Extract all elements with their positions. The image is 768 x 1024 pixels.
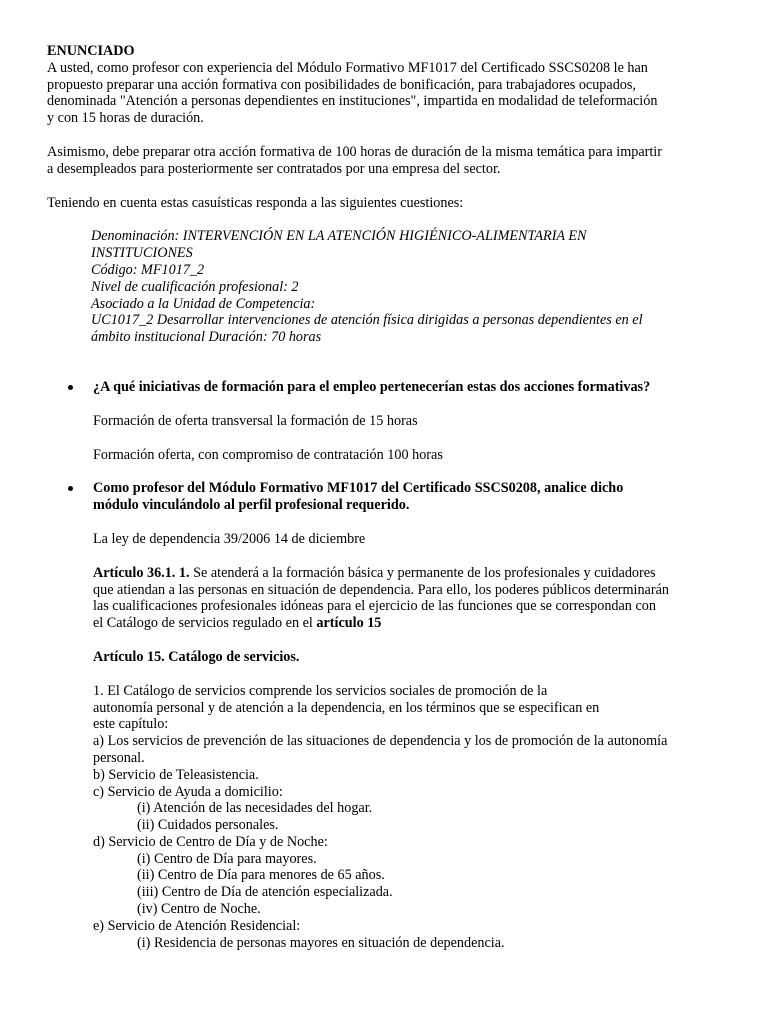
catalog-line: d) Servicio de Centro de Día y de Noche: bbox=[93, 833, 328, 850]
intro-line: propuesto preparar una acción formativa con posibilidades de bonificación, para trabajadores ocupados, bbox=[47, 76, 636, 93]
answer-2: Formación oferta, con compromiso de contratación 100 horas bbox=[93, 446, 443, 463]
catalog-line: b) Servicio de Teleasistencia. bbox=[93, 766, 259, 783]
article-15-ref: artículo 15 bbox=[316, 615, 382, 632]
law-reference: La ley de dependencia 39/2006 14 de diciembre bbox=[93, 530, 366, 547]
catalog-subitem: (i) Residencia de personas mayores en situación de dependencia. bbox=[137, 934, 505, 951]
question-list bbox=[47, 480, 747, 514]
catalog-line: e) Servicio de Atención Residencial: bbox=[93, 917, 301, 934]
spec-line: Nivel de cualificación profesional: 2 bbox=[91, 278, 299, 295]
question-list bbox=[47, 379, 747, 396]
heading: ENUNCIADO bbox=[47, 43, 135, 59]
article-15-title: Artículo 15. Catálogo de servicios. bbox=[93, 648, 300, 665]
question-2-text: Como profesor del Módulo Formativo MF1017 del Certificado SSCS0208, analice dicho bbox=[93, 480, 624, 497]
catalog-line: autonomía personal y de atención a la dependencia, en los términos que se especifican en bbox=[93, 699, 600, 716]
catalog-subitem: (i) Centro de Día para mayores. bbox=[137, 850, 317, 867]
question-1 bbox=[47, 379, 747, 396]
intro-line: denominada "Atención a personas dependientes en instituciones", impartida en modalidad de teleformación bbox=[47, 93, 658, 110]
spec-line: UC1017_2 Desarrollar intervenciones de atención física dirigidas a personas dependientes en el bbox=[91, 312, 643, 329]
catalog-d-items bbox=[47, 851, 747, 918]
catalog-line: a) Los servicios de prevención de las situaciones de dependencia y los de promoción de la autonomía bbox=[93, 733, 668, 750]
services-catalog bbox=[93, 683, 747, 801]
catalog-line: personal. bbox=[93, 749, 145, 766]
catalog-e-items bbox=[47, 935, 747, 952]
bullet-icon bbox=[68, 486, 73, 491]
catalog-subitem: (iii) Centro de Día de atención especializada. bbox=[137, 884, 393, 901]
second-line: a desempleados para posteriormente ser contratados por una empresa del sector. bbox=[47, 160, 501, 177]
spec-line: Denominación: INTERVENCIÓN EN LA ATENCIÓN HIGIÉNICO-ALIMENTARIA EN bbox=[91, 228, 587, 245]
catalog-line: c) Servicio de Ayuda a domicilio: bbox=[93, 783, 283, 800]
article-36-text: el Catálogo de servicios regulado en el bbox=[93, 615, 317, 632]
catalog-subitem: (iv) Centro de Noche. bbox=[137, 901, 261, 918]
catalog-line: este capítulo: bbox=[93, 716, 169, 733]
catalog-subitem: (ii) Centro de Día para menores de 65 años. bbox=[137, 867, 385, 884]
article-36-text: que atiendan a las personas en situación de dependencia. Para ello, los poderes públicos determinarán bbox=[93, 581, 669, 598]
catalog-subitem: (i) Atención de las necesidades del hogar. bbox=[137, 800, 373, 817]
spec-line: Código: MF1017_2 bbox=[91, 261, 205, 278]
question-2-text: módulo vinculándolo al perfil profesional requerido. bbox=[93, 497, 410, 514]
second-line: Asimismo, debe preparar otra acción formativa de 100 horas de duración de la misma temática para impartir bbox=[47, 143, 662, 160]
intro-line: y con 15 horas de duración. bbox=[47, 110, 204, 127]
catalog-c-items bbox=[47, 800, 747, 834]
third-line: Teniendo en cuenta estas casuísticas responda a las siguientes cuestiones: bbox=[47, 194, 464, 211]
question-1-text: ¿A qué iniciativas de formación para el empleo pertenecerían estas dos acciones formativas? bbox=[93, 378, 651, 395]
article-36-text: las cualificaciones profesionales idóneas para el ejercicio de las funciones que se correspondan con bbox=[93, 598, 656, 615]
article-36-label: Artículo 36.1. 1. bbox=[93, 564, 190, 581]
document-page bbox=[47, 43, 747, 951]
spec-line: ámbito institucional Duración: 70 horas bbox=[91, 329, 322, 346]
bullet-icon bbox=[68, 385, 73, 390]
spec-line: INSTITUCIONES bbox=[91, 245, 193, 262]
catalog-subitem: (ii) Cuidados personales. bbox=[137, 817, 279, 834]
article-36 bbox=[93, 565, 747, 632]
article-36-text: Se atenderá a la formación básica y permanente de los profesionales y cuidadores bbox=[189, 564, 656, 581]
intro-line: A usted, como profesor con experiencia del Módulo Formativo MF1017 del Certificado SSCS0208 le han bbox=[47, 59, 648, 76]
spec-line: Asociado a la Unidad de Competencia: bbox=[91, 295, 316, 312]
question-2 bbox=[47, 480, 747, 514]
answer-1: Formación de oferta transversal la formación de 15 horas bbox=[93, 412, 418, 429]
module-spec bbox=[91, 228, 747, 346]
catalog-line: 1. El Catálogo de servicios comprende los servicios sociales de promoción de la bbox=[93, 682, 548, 699]
